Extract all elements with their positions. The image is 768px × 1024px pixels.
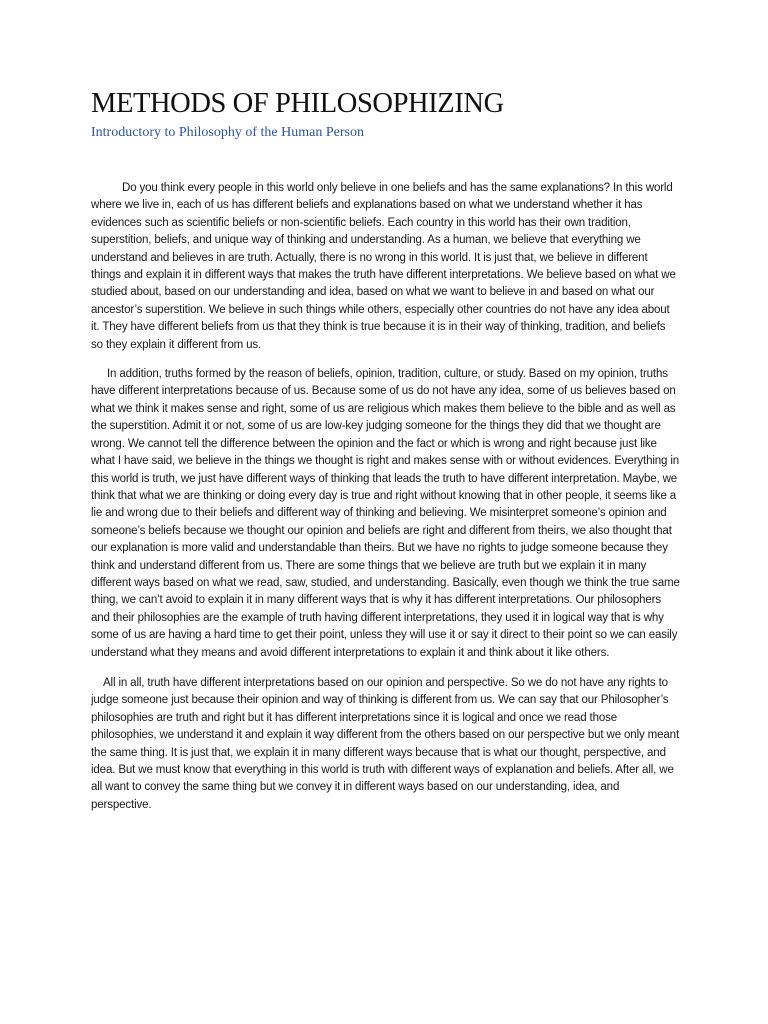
body-paragraph-3: All in all, truth have different interpretations based on our opinion and perspective. So we do not have any rights to judge someone just because their opinion and way of thinking is different from us. We can say that our Philosopher’s philosophies are truth and right but it has different interpretations since it is logical and once we read those philosophies, we understand it and explain it way different from the others based on our perspective but we only meant the same thing. It is just that, we explain it in many different ways because that is what our thought, perspective, and idea. But we must know that everything in this world is truth with different ways of explanation and beliefs. After all, we all want to convey the same thing but we convey it in different ways based on our understanding, idea, and perspective. (91, 676, 680, 811)
document-subtitle: Introductory to Philosophy of the Human Person (91, 125, 364, 140)
document-body (91, 180, 680, 814)
body-paragraph-1: Do you think every people in this world only believe in one beliefs and has the same explanations? In this world where we live in, each of us has different beliefs and explanations based on what we understand whether it has evidences such as scientific beliefs or non-scientific beliefs. Each country in this world has their own tradition, superstition, beliefs, and unique way of thinking and understanding. As a human, we believe that everything we understand and believes in are truth. Actually, there is no wrong in this world. It is just that, we believe in different things and explain it in different ways that makes the truth have different interpretations. We believe based on what we studied about, based on our understanding and idea, based on what we want to believe in and based on what our ancestor’s superstition. We believe in such things while others, especially other countries do not have any idea about it. They have different beliefs from us that they think is true because it is in their way of thinking, tradition, and beliefs so they explain it different from us. (91, 182, 676, 351)
document-title: METHODS OF PHILOSOPHIZING (91, 88, 504, 119)
body-paragraph-2: In addition, truths formed by the reason of beliefs, opinion, tradition, culture, or study. Based on my opinion, truths have different interpretations because of us. Because some of us do not have any idea, some of us believes based on what we think it makes sense and right, some of us are religious which makes them believe to the bible and as well as the superstition. Admit it or not, some of us are low-key judging someone for the things they did that we thought are wrong. We cannot tell the difference between the opinion and the fact or which is wrong and right because just like what I have said, we believe in the things we thought is right and makes sense with or without evidences. Everything in this world is truth, we just have different ways of thinking that leads the truth to have different interpretation. Maybe, we think that what we are thinking or doing every day is true and right without knowing that in other people, it seems like a lie and wrong due to their beliefs and different way of thinking and believing. We misinterpret someone’s opinion and someone’s beliefs because we thought our opinion and beliefs are right and different from theirs, we also thought that our explanation is more valid and understandable than theirs. But we have no rights to judge someone because they think and understand different from us. There are some things that we believe are truth but we explain it in many different ways based on what we read, saw, studied, and understanding. Basically, even though we think the true same thing, we can’t avoid to explain it in many different ways that is why it has different interpretations. Our philosophers and their philosophies are the example of truth having different interpretations, they used it in logical way that is why some of us are having a hard time to get their point, unless they will use it or say it direct to their point so we can easily understand what they means and avoid different interpretations to explain it and think about it like others. (91, 368, 680, 659)
